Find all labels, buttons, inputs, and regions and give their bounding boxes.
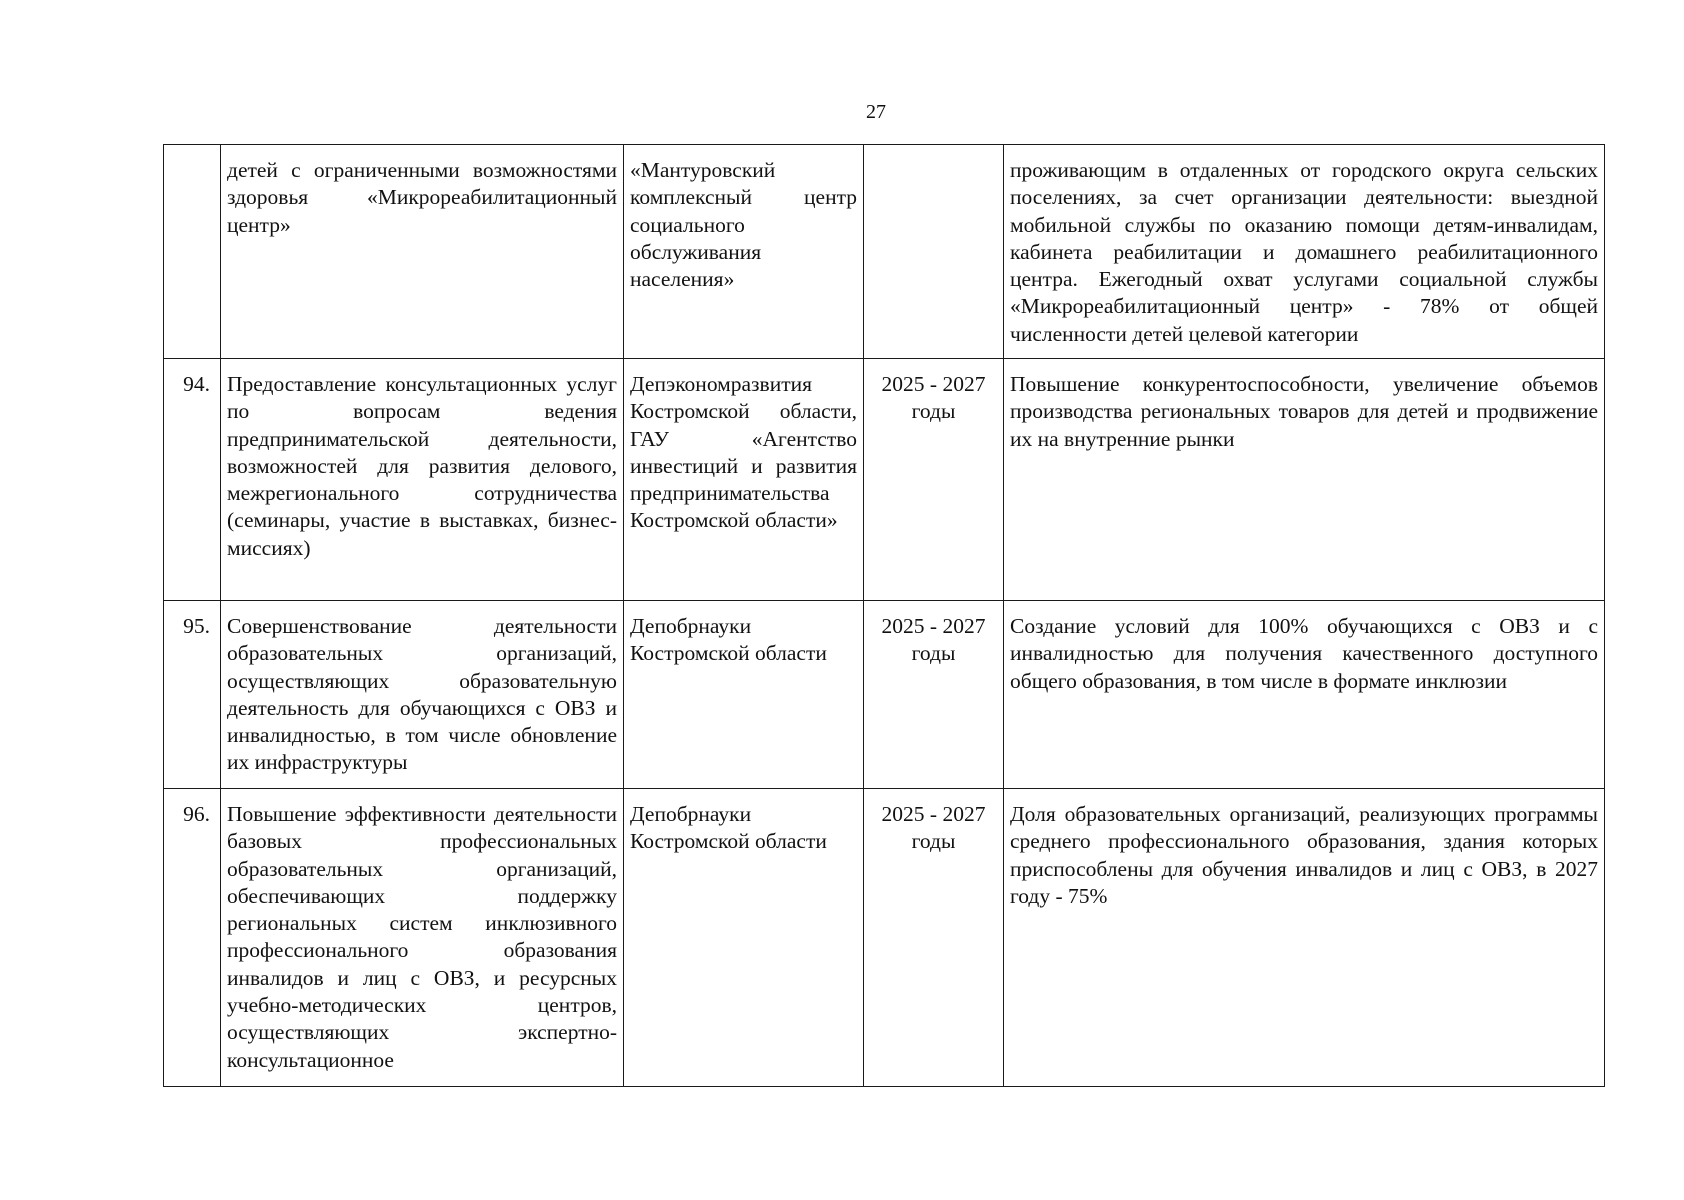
table-row <box>164 789 1605 1087</box>
term-cell: 2025 - 2027 годы <box>864 789 1004 1087</box>
row-number-cell: 96. <box>164 789 221 1087</box>
measure-name-cell: Предоставление консультационных услуг по вопросам ведения предпринимательской деятельности, возможностей для развития делового, межрегионального сотрудничества (семинары, участие в выставках, бизнес-миссиях) <box>221 359 624 601</box>
result-cell: Повышение конкурентоспособности, увеличение объемов производства региональных товаров для детей и продвижение их на внутренние рынки <box>1004 359 1605 601</box>
executor-cell: Депэкономразвития Костромской области, ГАУ «Агентство инвестиций и развития предпринимательства Костромской области» <box>624 359 864 601</box>
term-cell: 2025 - 2027 годы <box>864 359 1004 601</box>
table-row <box>164 359 1605 601</box>
measure-name-cell: Повышение эффективности деятельности базовых профессиональных образовательных организаций, обеспечивающих поддержку региональных систем инклюзивного профессионального образования инвалидов и лиц с ОВЗ, и ресурсных учебно-методических центров, осуществляющих экспертно-консультационное <box>221 789 624 1087</box>
page-number: 27 <box>866 101 886 123</box>
executor-cell: Депобрнауки Костромской области <box>624 789 864 1087</box>
measure-name-cell: Совершенствование деятельности образовательных организаций, осуществляющих образовательную деятельность для обучающихся с ОВЗ и инвалидностью, в том числе обновление их инфраструктуры <box>221 601 624 789</box>
measures-table <box>163 144 1605 1087</box>
row-number-cell: 94. <box>164 359 221 601</box>
row-number-cell <box>164 145 221 359</box>
executor-cell: «Мантуровский комплексный центр социального обслуживания населения» <box>624 145 864 359</box>
term-cell <box>864 145 1004 359</box>
result-cell: Доля образовательных организаций, реализующих программы среднего профессионального образования, здания которых приспособлены для обучения инвалидов и лиц с ОВЗ, в 2027 году - 75% <box>1004 789 1605 1087</box>
measure-name-cell: детей с ограниченными возможностями здоровья «Микрореабилитационный центр» <box>221 145 624 359</box>
result-cell: проживающим в отдаленных от городского округа сельских поселениях, за счет организации деятельности: выездной мобильной службы по оказанию помощи детям-инвалидам, кабинета реабилитации и домашнего реабилитационного центра. Ежегодный охват услугами социальной службы «Микрореабилитационный центр» - 78% от общей численности детей целевой категории <box>1004 145 1605 359</box>
table-row <box>164 145 1605 359</box>
result-cell: Создание условий для 100% обучающихся с ОВЗ и с инвалидностью для получения качественного доступного общего образования, в том числе в формате инклюзии <box>1004 601 1605 789</box>
row-number-cell: 95. <box>164 601 221 789</box>
table-row <box>164 601 1605 789</box>
executor-cell: Депобрнауки Костромской области <box>624 601 864 789</box>
term-cell: 2025 - 2027 годы <box>864 601 1004 789</box>
